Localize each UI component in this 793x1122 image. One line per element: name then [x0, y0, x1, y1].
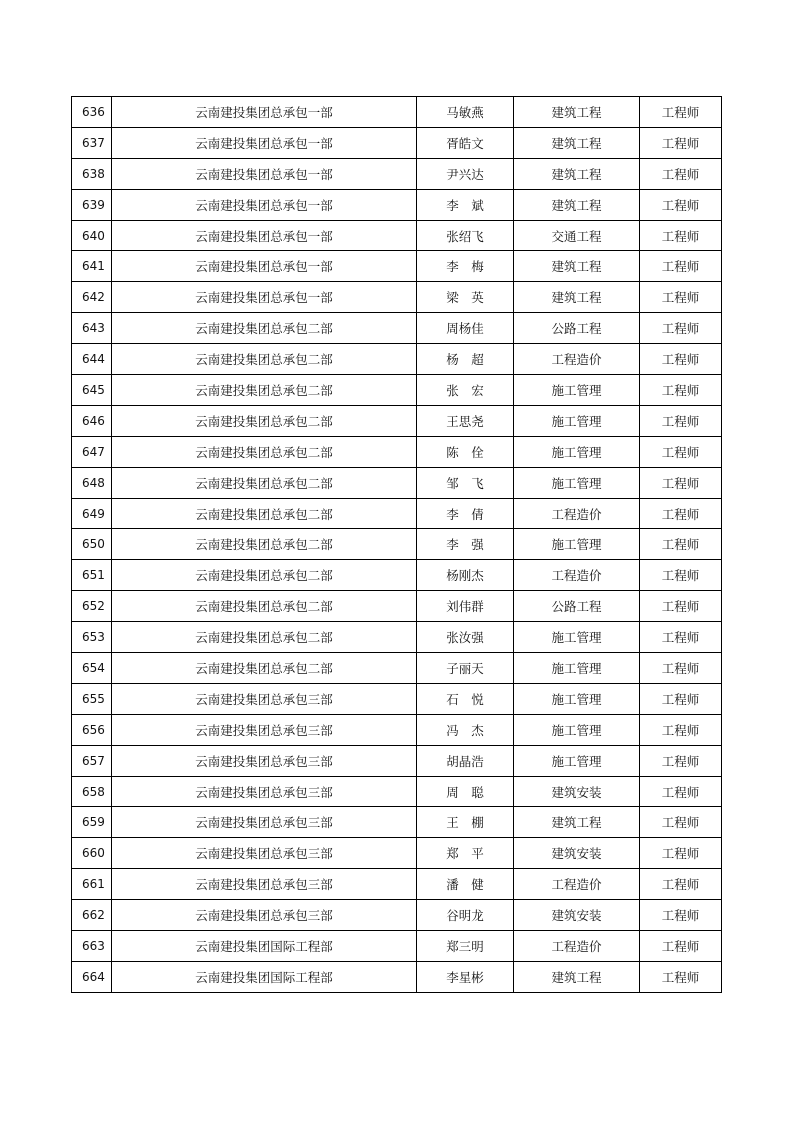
work-unit-cell: 云南建投集团总承包三部: [112, 714, 417, 745]
major-cell: 建筑工程: [514, 282, 640, 313]
person-name-cell: 子丽天: [417, 653, 514, 684]
person-name-cell: 谷明龙: [417, 900, 514, 931]
title-cell: 工程师: [640, 498, 722, 529]
table-row: [72, 653, 722, 684]
major-cell: 施工管理: [514, 529, 640, 560]
person-name-cell: 周 聪: [417, 776, 514, 807]
table-row: [72, 931, 722, 962]
table-row: [72, 529, 722, 560]
title-cell: 工程师: [640, 282, 722, 313]
person-name-cell: 李 斌: [417, 189, 514, 220]
row-number: 653: [72, 622, 112, 653]
major-cell: 工程造价: [514, 869, 640, 900]
row-number: 636: [72, 97, 112, 128]
person-name-cell: 陈 佺: [417, 436, 514, 467]
title-cell: 工程师: [640, 375, 722, 406]
table-row: [72, 127, 722, 158]
table-row: [72, 375, 722, 406]
major-cell: 施工管理: [514, 683, 640, 714]
title-cell: 工程师: [640, 776, 722, 807]
person-name-cell: 胡晶浩: [417, 745, 514, 776]
person-name-cell: 王 棚: [417, 807, 514, 838]
major-cell: 施工管理: [514, 714, 640, 745]
title-cell: 工程师: [640, 622, 722, 653]
person-name-cell: 李 倩: [417, 498, 514, 529]
person-name-cell: 胥皓文: [417, 127, 514, 158]
row-number: 652: [72, 591, 112, 622]
title-cell: 工程师: [640, 529, 722, 560]
major-cell: 施工管理: [514, 436, 640, 467]
table-row: [72, 683, 722, 714]
person-name-cell: 张汝强: [417, 622, 514, 653]
title-cell: 工程师: [640, 344, 722, 375]
table-row: [72, 961, 722, 992]
row-number: 664: [72, 961, 112, 992]
row-number: 642: [72, 282, 112, 313]
work-unit-cell: 云南建投集团总承包三部: [112, 776, 417, 807]
row-number: 637: [72, 127, 112, 158]
work-unit-cell: 云南建投集团总承包二部: [112, 653, 417, 684]
work-unit-cell: 云南建投集团总承包一部: [112, 158, 417, 189]
major-cell: 建筑安装: [514, 838, 640, 869]
person-name-cell: 郑三明: [417, 931, 514, 962]
table-row: [72, 313, 722, 344]
person-name-cell: 张 宏: [417, 375, 514, 406]
work-unit-cell: 云南建投集团总承包二部: [112, 375, 417, 406]
title-cell: 工程师: [640, 900, 722, 931]
work-unit-cell: 云南建投集团总承包二部: [112, 436, 417, 467]
work-unit-cell: 云南建投集团总承包三部: [112, 745, 417, 776]
person-name-cell: 冯 杰: [417, 714, 514, 745]
major-cell: 施工管理: [514, 653, 640, 684]
work-unit-cell: 云南建投集团总承包二部: [112, 529, 417, 560]
major-cell: 建筑工程: [514, 961, 640, 992]
title-cell: 工程师: [640, 97, 722, 128]
title-cell: 工程师: [640, 683, 722, 714]
row-number: 658: [72, 776, 112, 807]
major-cell: 施工管理: [514, 622, 640, 653]
roster-table: [71, 96, 722, 993]
work-unit-cell: 云南建投集团总承包三部: [112, 838, 417, 869]
major-cell: 工程造价: [514, 560, 640, 591]
work-unit-cell: 云南建投集团总承包二部: [112, 560, 417, 591]
major-cell: 建筑工程: [514, 97, 640, 128]
title-cell: 工程师: [640, 313, 722, 344]
row-number: 643: [72, 313, 112, 344]
row-number: 641: [72, 251, 112, 282]
row-number: 645: [72, 375, 112, 406]
title-cell: 工程师: [640, 653, 722, 684]
table-row: [72, 838, 722, 869]
table-row: [72, 405, 722, 436]
row-number: 650: [72, 529, 112, 560]
title-cell: 工程师: [640, 436, 722, 467]
major-cell: 建筑工程: [514, 127, 640, 158]
work-unit-cell: 云南建投集团总承包三部: [112, 683, 417, 714]
major-cell: 建筑安装: [514, 900, 640, 931]
major-cell: 工程造价: [514, 498, 640, 529]
work-unit-cell: 云南建投集团总承包二部: [112, 313, 417, 344]
title-cell: 工程师: [640, 158, 722, 189]
row-number: 655: [72, 683, 112, 714]
title-cell: 工程师: [640, 405, 722, 436]
title-cell: 工程师: [640, 189, 722, 220]
row-number: 656: [72, 714, 112, 745]
title-cell: 工程师: [640, 714, 722, 745]
major-cell: 交通工程: [514, 220, 640, 251]
major-cell: 施工管理: [514, 405, 640, 436]
title-cell: 工程师: [640, 127, 722, 158]
row-number: 654: [72, 653, 112, 684]
person-name-cell: 梁 英: [417, 282, 514, 313]
major-cell: 工程造价: [514, 931, 640, 962]
work-unit-cell: 云南建投集团总承包一部: [112, 97, 417, 128]
work-unit-cell: 云南建投集团总承包二部: [112, 498, 417, 529]
title-cell: 工程师: [640, 591, 722, 622]
row-number: 660: [72, 838, 112, 869]
major-cell: 施工管理: [514, 467, 640, 498]
table-row: [72, 189, 722, 220]
work-unit-cell: 云南建投集团国际工程部: [112, 931, 417, 962]
row-number: 648: [72, 467, 112, 498]
row-number: 644: [72, 344, 112, 375]
person-name-cell: 李 强: [417, 529, 514, 560]
row-number: 662: [72, 900, 112, 931]
title-cell: 工程师: [640, 807, 722, 838]
person-name-cell: 周杨佳: [417, 313, 514, 344]
title-cell: 工程师: [640, 838, 722, 869]
row-number: 661: [72, 869, 112, 900]
title-cell: 工程师: [640, 869, 722, 900]
row-number: 640: [72, 220, 112, 251]
major-cell: 施工管理: [514, 375, 640, 406]
person-name-cell: 杨刚杰: [417, 560, 514, 591]
table-row: [72, 158, 722, 189]
table-row: [72, 745, 722, 776]
table-row: [72, 467, 722, 498]
title-cell: 工程师: [640, 220, 722, 251]
roster-table-body: [72, 97, 722, 993]
row-number: 638: [72, 158, 112, 189]
table-row: [72, 344, 722, 375]
work-unit-cell: 云南建投集团国际工程部: [112, 961, 417, 992]
major-cell: 建筑工程: [514, 189, 640, 220]
table-row: [72, 900, 722, 931]
table-row: [72, 807, 722, 838]
person-name-cell: 李 梅: [417, 251, 514, 282]
work-unit-cell: 云南建投集团总承包一部: [112, 127, 417, 158]
major-cell: 建筑工程: [514, 158, 640, 189]
work-unit-cell: 云南建投集团总承包二部: [112, 467, 417, 498]
row-number: 657: [72, 745, 112, 776]
row-number: 663: [72, 931, 112, 962]
person-name-cell: 邹 飞: [417, 467, 514, 498]
table-row: [72, 436, 722, 467]
title-cell: 工程师: [640, 560, 722, 591]
work-unit-cell: 云南建投集团总承包二部: [112, 591, 417, 622]
title-cell: 工程师: [640, 745, 722, 776]
person-name-cell: 石 悦: [417, 683, 514, 714]
person-name-cell: 刘伟群: [417, 591, 514, 622]
title-cell: 工程师: [640, 961, 722, 992]
title-cell: 工程师: [640, 251, 722, 282]
row-number: 647: [72, 436, 112, 467]
work-unit-cell: 云南建投集团总承包二部: [112, 344, 417, 375]
work-unit-cell: 云南建投集团总承包一部: [112, 282, 417, 313]
row-number: 639: [72, 189, 112, 220]
major-cell: 施工管理: [514, 745, 640, 776]
title-cell: 工程师: [640, 467, 722, 498]
work-unit-cell: 云南建投集团总承包三部: [112, 807, 417, 838]
major-cell: 建筑工程: [514, 807, 640, 838]
table-row: [72, 282, 722, 313]
table-row: [72, 714, 722, 745]
table-row: [72, 776, 722, 807]
person-name-cell: 张绍飞: [417, 220, 514, 251]
work-unit-cell: 云南建投集团总承包二部: [112, 622, 417, 653]
person-name-cell: 郑 平: [417, 838, 514, 869]
table-row: [72, 869, 722, 900]
row-number: 651: [72, 560, 112, 591]
person-name-cell: 杨 超: [417, 344, 514, 375]
major-cell: 公路工程: [514, 591, 640, 622]
person-name-cell: 潘 健: [417, 869, 514, 900]
person-name-cell: 马敏燕: [417, 97, 514, 128]
row-number: 649: [72, 498, 112, 529]
table-row: [72, 251, 722, 282]
work-unit-cell: 云南建投集团总承包二部: [112, 405, 417, 436]
work-unit-cell: 云南建投集团总承包一部: [112, 189, 417, 220]
work-unit-cell: 云南建投集团总承包一部: [112, 251, 417, 282]
table-row: [72, 591, 722, 622]
work-unit-cell: 云南建投集团总承包三部: [112, 869, 417, 900]
major-cell: 建筑工程: [514, 251, 640, 282]
table-row: [72, 560, 722, 591]
table-row: [72, 622, 722, 653]
work-unit-cell: 云南建投集团总承包三部: [112, 900, 417, 931]
table-row: [72, 498, 722, 529]
row-number: 659: [72, 807, 112, 838]
person-name-cell: 李星彬: [417, 961, 514, 992]
table-row: [72, 97, 722, 128]
title-cell: 工程师: [640, 931, 722, 962]
table-row: [72, 220, 722, 251]
major-cell: 公路工程: [514, 313, 640, 344]
major-cell: 建筑安装: [514, 776, 640, 807]
major-cell: 工程造价: [514, 344, 640, 375]
row-number: 646: [72, 405, 112, 436]
work-unit-cell: 云南建投集团总承包一部: [112, 220, 417, 251]
person-name-cell: 尹兴达: [417, 158, 514, 189]
person-name-cell: 王思尧: [417, 405, 514, 436]
